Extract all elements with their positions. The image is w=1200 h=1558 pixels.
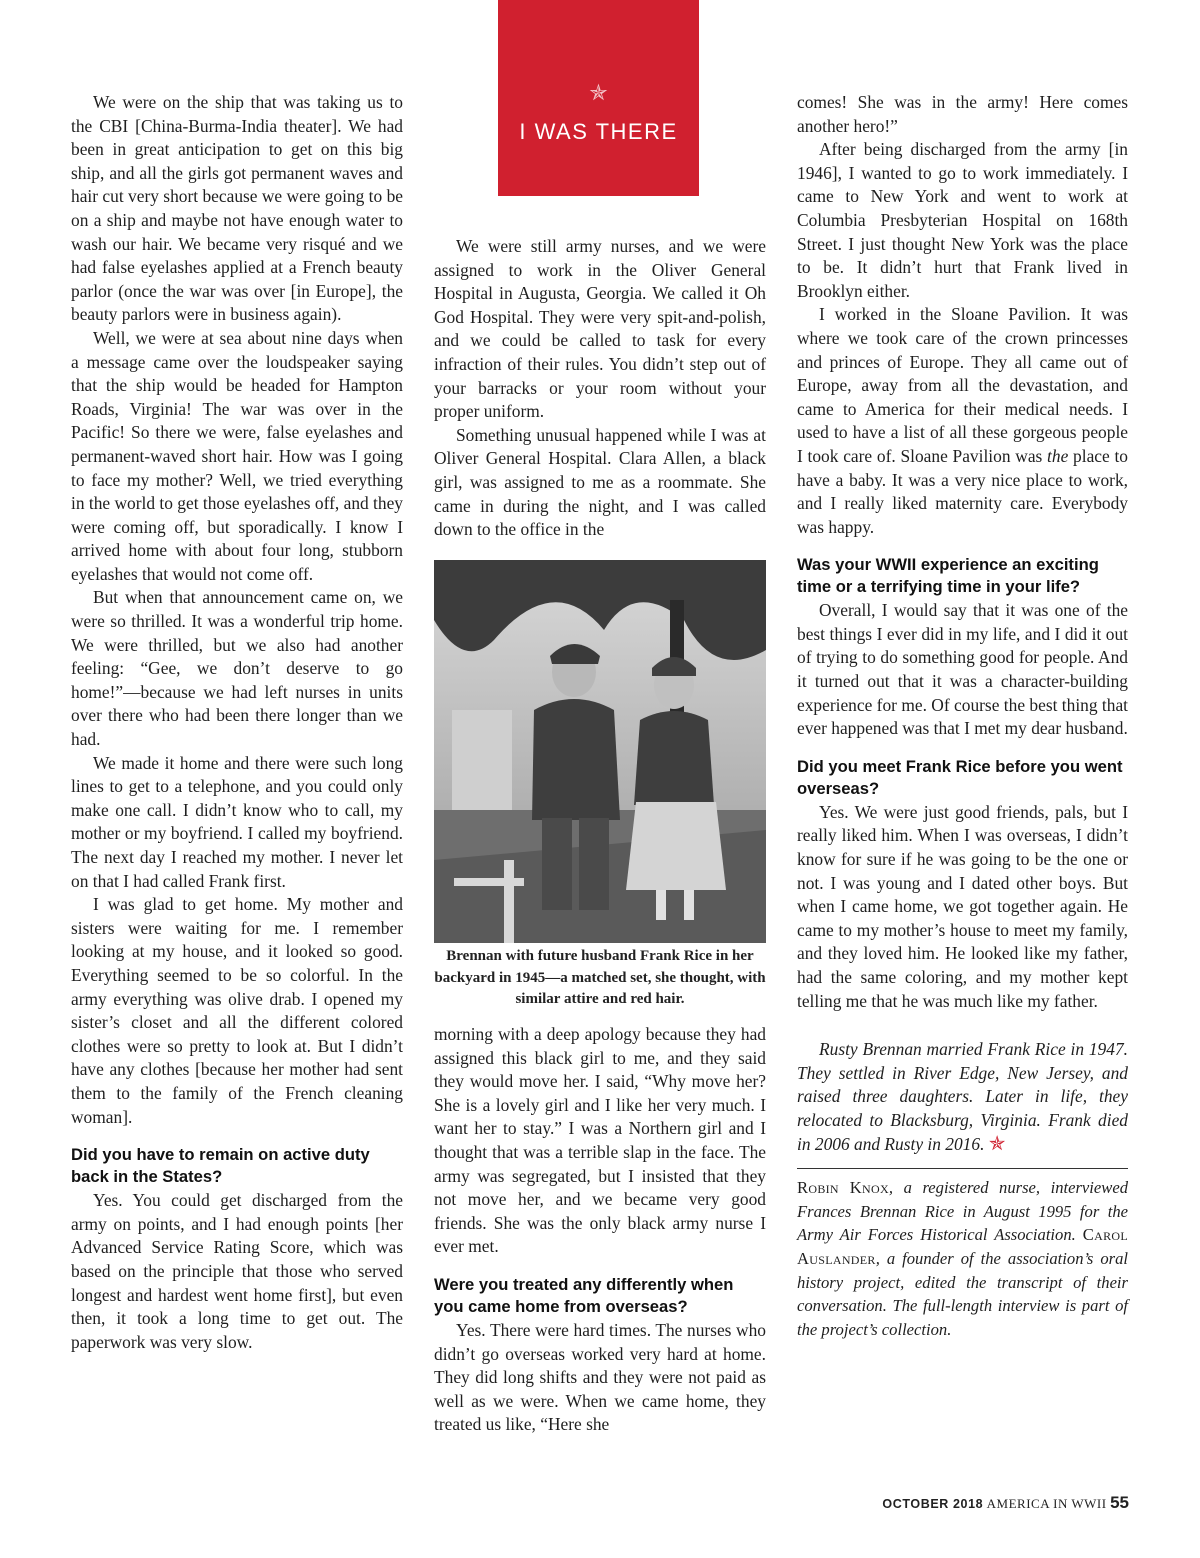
interview-question: Were you treated any differently when you came home from overseas? <box>434 1274 734 1316</box>
interview-question: Was your WWII experience an exciting time or a terrifying time in your life? <box>797 555 1099 597</box>
paragraph <box>797 303 1128 539</box>
magazine-name: AMERICA IN WWII <box>986 1496 1107 1511</box>
paragraph: Yes. You could get discharged from the army on points, and I had enough points [her Advanced Service Rating Score, which was based on the principle that those who served longest and hardest went home first], but even then, it took a long time to get out. The paperwork was very slow. <box>71 1190 403 1352</box>
credit-text: , a founder of the association’s oral history project, edited the transcript of their conversation. The full-length interview is part of the project’s collection. <box>797 1248 1128 1339</box>
paragraph: Something unusual happened while I was at Oliver General Hospital. Clara Allen, a black girl, was assigned to me as a roommate. She came in during the night, and I was called down to the office in the <box>434 424 766 540</box>
column-middle-top <box>434 235 766 542</box>
credit-name: Robin Knox <box>797 1178 889 1198</box>
paragraph: But when that announcement came on, we were so thrilled. It was a wonderful trip home. We were thrilled, but we also had another feeling: “Gee, we don’t deserve to go home!”—because we had left nurses in units over there who had been there longer than we had. <box>71 587 403 750</box>
epilogue-text: Rusty Brennan married Frank Rice in 1947. They settled in River Edge, New Jersey, and raised three daughters. Later in life, they relocated to Blacksburg, Virginia. Frank died in 2006 and Rusty in 2016. <box>797 1039 1128 1154</box>
section-banner <box>498 0 699 196</box>
column-left <box>71 91 403 1354</box>
column-right <box>797 91 1128 1341</box>
paragraph: Yes. We were just good friends, pals, but I really liked him. When I was overseas, I didn’t know for sure if he was going to be the one or not. I was young and I dated other boys. But when I came home, we got together again. He came to my mother’s house to meet my family, and they loved him. He looked like my father, had the same coloring, and my mother kept telling me that he was much like my father. <box>797 801 1128 1011</box>
issue-date: OCTOBER 2018 <box>882 1497 984 1511</box>
page-footer <box>882 1493 1129 1513</box>
epilogue <box>797 1038 1128 1156</box>
paragraph: We made it home and there were such long lines to get to a telephone, and you could only make one call. I didn’t know who to call, my mother or my boyfriend. I called my boyfriend. The next day I reached my mother. I never let on that I had called Frank first. <box>71 752 403 891</box>
section-title: I WAS THERE <box>519 119 678 144</box>
paragraph: comes! She was in the army! Here comes another hero!” <box>797 92 1128 136</box>
emphasis-text: the <box>1047 445 1069 466</box>
star-icon: ✯ <box>589 80 608 105</box>
photo-illustration <box>434 560 766 943</box>
interview-question: Did you have to remain on active duty back in the States? <box>71 1145 370 1187</box>
end-star-icon: ✯ <box>988 1132 1006 1155</box>
paragraph: We were on the ship that was taking us to the CBI [China-Burma-India theater]. We had been in great anticipation to get on this big ship, and all the girls got permanent waves and hair cut very short because we were going to be on a ship and maybe not have enough water to wash our hair. We became very risqué and we had false eyelashes applied at a French beauty parlor (once the war was over [in Europe], the beauty parlors were in business again). <box>71 92 403 325</box>
paragraph: I was glad to get home. My mother and sisters were waiting for me. I remember looking at my house, and it looked so good. Everything seemed to be so colorful. In the army everything was olive drab. I opened my sister’s closet and all the different colored clothes were so pretty to look at. But I didn’t have any clothes [because her mother had sent them to the family of the French cleaning woman]. <box>71 894 403 1127</box>
credit-name: Carol Auslander <box>797 1225 1128 1268</box>
paragraph: After being discharged from the army [in 1946], I wanted to go to work immediately. I came to New York and went to work at Columbia Presbyterian Hospital on 168th Street. I just thought New York was the place to be. It didn’t hurt that Frank lived in Brooklyn either. <box>797 139 1128 301</box>
credit-text: , a registered nurse, interviewed Frances Brennan Rice in August 1995 for the Army Air Forces Historical Association. <box>797 1178 1128 1245</box>
paragraph-text: place to have a baby. It was a very nice place to work, and I really liked maternity care. Everybody was happy. <box>797 445 1128 537</box>
paragraph: Well, we were at sea about nine days when a message came over the loudspeaker saying that the ship would be headed for Hampton Roads, Virginia! The war was over in the Pacific! So there we were, false eyelashes and permanent-waved short hair. How was I going to face my mother? Well, we tried everything in the world to get those eyelashes off, and they were coming off, but sporadically. I know I arrived home with about four long, stubborn eyelashes that would not come off. <box>71 327 403 584</box>
archival-photo <box>434 560 766 943</box>
divider <box>797 1168 1128 1169</box>
interview-question: Did you meet Frank Rice before you went overseas? <box>797 756 1123 798</box>
author-credit <box>797 1176 1128 1341</box>
paragraph: morning with a deep apology because they had assigned this black girl to me, and they said they would move her. I said, “Why move her? She is a lovely girl and I like her very much. I want her to stay.” I was a Northern girl and I thought that was a terrible slap in the face. The army was segregated, but I insisted that they not move her, and we became very good friends. She was the only black army nurse I ever met. <box>434 1024 766 1257</box>
paragraph: We were still army nurses, and we were assigned to work in the Oliver General Hospital in Augusta, Georgia. We called it Oh God Hospital. They were very spit-and-polish, and we could be called to task for every infraction of their rules. You didn’t step out of your barracks or your room without your proper uniform. <box>434 236 766 422</box>
column-middle-bottom <box>434 1023 766 1437</box>
paragraph-text: I worked in the Sloane Pavilion. It was where we took care of the crown princesses and princes of Europe. They all came out of Europe, away from all the devastation, and came to America for their medical needs. I used to have a list of all these gorgeous people I took care of. Sloane Pavilion was <box>797 304 1128 466</box>
paragraph: Yes. There were hard times. The nurses who didn’t go overseas worked very hard at home. They did long shifts and they were not paid as well as we were. When we came home, they treated us like, “Here she <box>434 1319 766 1435</box>
photo-caption: Brennan with future husband Frank Rice in her backyard in 1945—a matched set, she thought, with similar attire and red hair. <box>434 948 766 1007</box>
paragraph: Overall, I would say that it was one of the best things I ever did in my life, and I did it out of trying to do something good for people. And it turned out that it was a character-building experience for me. Of course the best thing that ever happened was that I met my dear husband. <box>797 600 1128 739</box>
page-number: 55 <box>1110 1493 1129 1512</box>
